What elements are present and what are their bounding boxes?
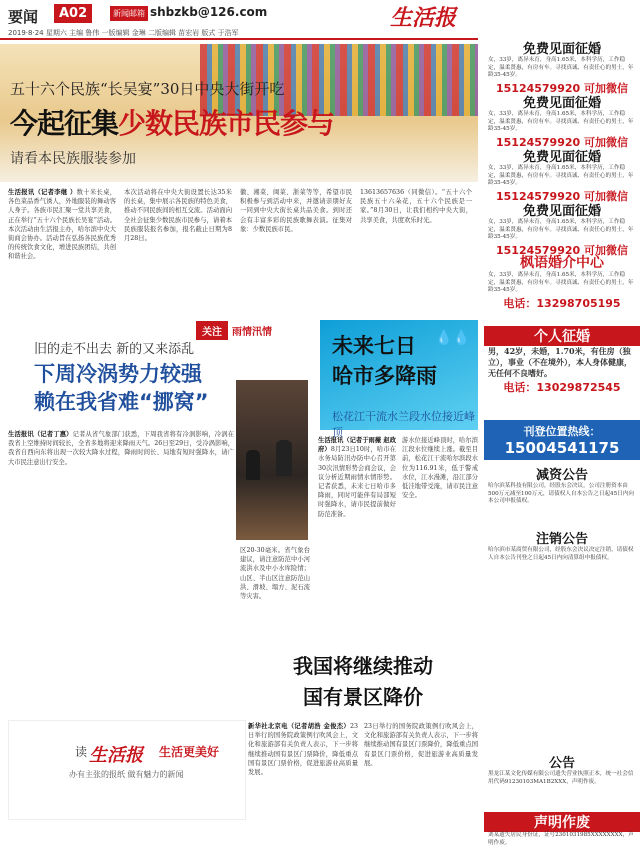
lead-story xyxy=(0,44,478,314)
rain-body-1: 生活报讯（记者于雨薇 赵政府）8月23日10时，哈市在水务局防汛办防中心召开第30次汛情形势会商会议，会议分析近期雨情水情形势。记者获悉，未来七日哈市多降雨，同时可能伴有局部短时强降水，请市民提前做好防范准备。 xyxy=(318,437,396,518)
rain-body-2: 游水位接近峰顶时，哈尔滨江段水位继续上涨。截至目前，松花江干流哈尔滨段水位为116.91米，低于警戒水位，江水漫滩，沿江部分低洼地带受淹，请市民注意安全。 xyxy=(402,437,478,500)
lead-col-2: 本次活动将在中央大街设置长达35米的长桌，集中展示各民族的特色美食，推动不同民族间的相互交流。活动面向全社会征集少数民族市民参与，请着本民族服装报名参加，报名截止日期为8月28日。 xyxy=(124,189,232,243)
public-notice: 公告 黑龙江某文化传媒有限公司遗失营业执照正本，统一社会信用代码91230103MA1B2XXX，声明作废。 xyxy=(488,756,634,785)
rain-photo xyxy=(236,380,308,540)
void-statement: 声明作废 刘某遗失居民身份证，证号2301031985XXXXXXXX，声明作废。 xyxy=(484,812,640,847)
ad-hotline[interactable]: 刊登位置热线： 15004541175 xyxy=(484,420,640,460)
ad-read: 读 xyxy=(75,745,88,759)
coldwave-body-2: 区20-30毫米。省气象台建议，请注意防范中小河流洪水及中小水库险情；山区、半山区注意防范山洪、滑坡、塌方、泥石流等灾害。 xyxy=(240,547,310,601)
masthead-rule xyxy=(0,38,478,40)
brand-logo: 生活报 xyxy=(390,5,457,31)
focus-label: 雨情汛情 xyxy=(232,327,272,338)
free-match-4: 免费见面征婚 女，33岁，离异未育，身高1.65米，本科学历，工作稳定，温柔贤惠，有房有车。寻找真诚、有责任心的男士，年龄35-45岁。 15124579920 可加微信 xyxy=(488,204,634,257)
raindrop-icon: 💧💧 xyxy=(435,330,470,346)
cancellation-notice: 注销公告 哈尔滨市某商贸有限公司，经股东会决议决定注销，请债权人自本公告刊登之日起45日内向清算组申报债权。 xyxy=(488,532,634,561)
rain-title-1: 未来七日 xyxy=(332,334,416,358)
ad-slogan: 生活更美好 xyxy=(159,745,220,759)
rain-headline xyxy=(320,320,478,439)
pedestrian-umbrella-icon-2 xyxy=(276,440,292,476)
scenic-headline xyxy=(248,650,478,720)
ad-logo: 生活报 xyxy=(89,745,143,766)
free-match-3: 免费见面征婚 女，33岁，离异未育，身高1.65米，本科学历，工作稳定，温柔贤惠，有房有车。寻找真诚、有责任心的男士，年龄35-45岁。 15124579920 可加微信 xyxy=(488,150,634,203)
coldwave-title-1: 下周冷涡势力较强 xyxy=(34,362,202,386)
lead-banner xyxy=(0,44,478,182)
lead-headline xyxy=(10,102,334,142)
scenic-body-1: 新华社北京电（记者胡浩 金俊杰）23日举行的国务院政策例行吹风会上，文化和旅游部有关负责人表示，下一步将继续推动国有景区门票降价，降低重点国有景区门票价格，促进旅游业高质量发展。 xyxy=(248,723,358,777)
lead-col-1: 生活报讯（记者李继 ）数十米长桌，各色菜品香气诱人，外地服装的舞动客人身子。各族市民汇聚一堂共享美食，正在举行“五十六个民族长吴宴”活动。本次活动由生活报主办，哈尔滨中央大街商会协办。活动旨在弘扬各民族优秀的传统饮食文化，增进民族团结，共创和谐社会。 xyxy=(8,189,116,261)
lead-col-4: 13613657636（同微信）。“五十六个民族五十六朵花，五十六个民族是一家。”8月30日，让我们相约中央大街，共享美食，共度欢乐时光。 xyxy=(360,189,472,224)
free-match-1: 免费见面征婚 女，33岁，离异未育，身高1.65米，本科学历，工作稳定，温柔贤惠，有房有车。寻找真诚、有责任心的男士，年龄35-45岁。 15124579920 可加微信 xyxy=(488,42,634,95)
rain-subhead: 松花江干流水兰段水位接近峰顶 xyxy=(332,410,475,439)
lead-kicker: 五十六个民族“长吴宴”30日中央大街开吃 xyxy=(10,80,285,98)
section-title: 要闻 xyxy=(8,8,39,26)
coldwave-kicker: 旧的走不出去 新的又来添乱 xyxy=(34,342,195,357)
scenic-title-2: 国有景区降价 xyxy=(303,685,423,709)
scenic-title-1: 我国将继续推动 xyxy=(293,654,433,678)
news-email[interactable]: shbzkb@126.com xyxy=(150,5,268,19)
ad-tagline: 办有主张的报纸 做有魅力的新闻 xyxy=(69,770,184,779)
free-match-2: 免费见面征婚 女，33岁，离异未育，身高1.65米，本科学历，工作稳定，温柔贤惠，有房有车。寻找真诚、有责任心的男士，年龄35-45岁。 15124579920 可加微信 xyxy=(488,96,634,149)
focus-tag: 关注 xyxy=(196,321,228,340)
pedestrian-umbrella-icon xyxy=(246,450,260,480)
edition-info: 2019·8·24 星期六 主编 鲁伟 一版编辑 金琳 二版编辑 苗宏岩 版式 于浩军 xyxy=(8,29,239,37)
coldwave-body: 生活报讯（记者丁惠）记者从省气象部门获悉，下周我省将有冷涡影响，冷涡在我省上空维持时间较长，全省多地将迎来降雨天气。26日至29日，受冷涡影响，我省自西向东将出现一次较大降水过程，降雨时间长、局地有短时强降水，请广大市民注意出行安全。 xyxy=(8,431,234,466)
rain-title-2: 哈市多降雨 xyxy=(332,364,437,388)
coldwave-title-2: 赖在我省难“挪窝” xyxy=(34,390,209,414)
scenic-body-2: 23日举行的国务院政策例行吹风会上，文化和旅游部有关负责人表示，下一步将继续推动国有景区门票降价，降低重点国有景区门票价格，促进旅游业高质量发展。 xyxy=(364,723,478,767)
headline-part-a: 今起征集 xyxy=(10,107,119,140)
classifieds-column xyxy=(484,0,640,855)
lead-subhead: 请看本民族服装参加 xyxy=(10,151,136,167)
section-tag xyxy=(196,320,272,336)
personal-match: 个人征婚 男，42岁，未婚，1.70米，有住房（独立），事业（不在境外），本人身体健康，无任何不良嗜好。 电话：13029872545 xyxy=(484,326,640,395)
lead-col-3: 徽、湘菜、闽菜、浙菜等等，希望市民积极参与到活动中来，并邀请亲朋好友一同到中央大街长桌共品美食。到时还会有丰富多彩的民族歌舞表演。征集对象：少数民族市民。 xyxy=(240,189,352,233)
capital-reduction: 减资公告 哈尔滨某科技有限公司，经股东会决议，公司注册资本由500万元减至100万元，请债权人自本公告之日起45日内向本公司申报债权。 xyxy=(488,468,634,505)
email-tag: 新闻邮箱 xyxy=(110,6,148,21)
agency-block: 枫语婚介中心 女，33岁，离异未育，身高1.65米，本科学历，工作稳定，温柔贤惠，有房有车。寻找真诚、有责任心的男士，年龄35-45岁。 电话：13298705195 xyxy=(488,255,634,310)
headline-part-b: 少数民族市民参与 xyxy=(118,107,335,140)
lead-byline: 生活报讯（记者李继 ） xyxy=(8,189,77,196)
newspaper-ad[interactable] xyxy=(8,720,246,820)
page-number: A02 xyxy=(54,4,92,23)
